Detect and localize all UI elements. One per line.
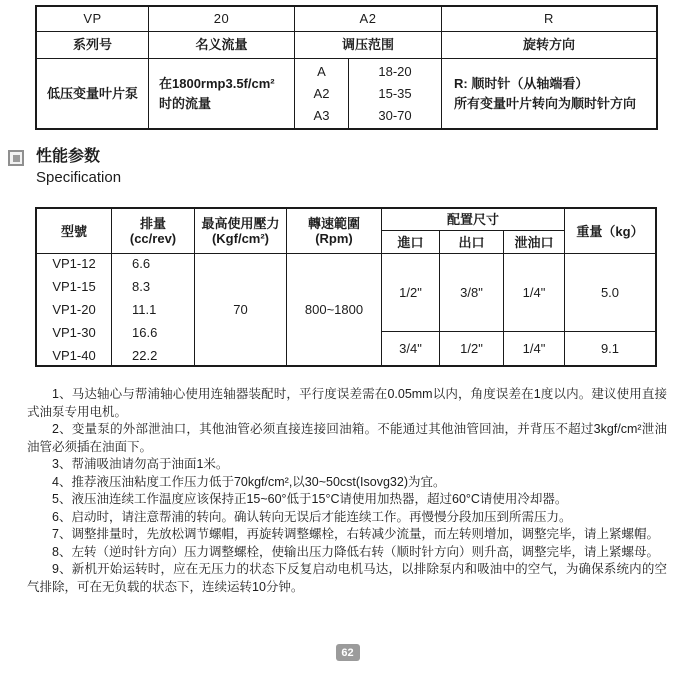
- section-heading: [8, 147, 121, 188]
- page-number-badge: 62: [336, 644, 360, 661]
- weight-group1: 5.0: [565, 254, 655, 332]
- model-name: VP1-12: [52, 256, 96, 271]
- header-model: 型號: [37, 209, 112, 254]
- pressure-code: A2: [313, 85, 330, 101]
- rotation-description: [442, 59, 656, 128]
- note-item: 3、帮浦吸油请勿高于油面1米。: [52, 457, 229, 471]
- drain-size-group2: 1/4": [504, 332, 565, 365]
- model-name: VP1-15: [52, 279, 96, 294]
- model-code-table: [35, 5, 658, 130]
- header-displacement-unit: (cc/rev): [129, 231, 177, 246]
- model-name: VP1-20: [52, 302, 96, 317]
- header-speed-range-zh: 轉速範圍: [307, 216, 360, 231]
- header-ports-group: 配置尺寸: [382, 209, 565, 231]
- header-drain: 泄油口: [504, 231, 565, 254]
- label-flow: 名义流量: [149, 32, 295, 59]
- header-weight: 重量（kg）: [565, 209, 655, 254]
- pressure-options-cell: [295, 59, 442, 128]
- pressure-range: 15-35: [378, 85, 412, 101]
- header-outlet: 出口: [440, 231, 504, 254]
- note-item: 5、液压油连续工作温度应该保持正15~60°低于15°C请使用加热器，超过60°C请使用冷却器。: [52, 492, 568, 506]
- weight-group2: 9.1: [600, 341, 620, 356]
- series-description: 低压变量叶片泵: [37, 59, 149, 128]
- specification-table: [35, 207, 657, 367]
- header-speed-range: [287, 209, 382, 254]
- header-displacement: [112, 209, 195, 254]
- code-pressure-range: A2: [295, 7, 442, 32]
- displacement-value: 11.1: [132, 302, 157, 317]
- note-item: 8、左转（逆时针方向）压力调整螺栓，使输出压力降低右转（顺时针方向）则升高，调整完毕，请上紧螺母。: [52, 544, 659, 559]
- note-item: 7、调整排量时，先放松调节螺帽，再旋转调整螺栓，右转减少流量，而左转则增加，调整完毕，请上紧螺帽。: [52, 527, 659, 541]
- note-item: 6、启动时，请注意帮浦的转向。确认转向无误后才能连续工作。再慢慢分段加压到所需压力。: [52, 509, 572, 524]
- pressure-code: A3: [313, 107, 330, 123]
- inlet-size-group1: 1/2": [382, 254, 440, 332]
- code-flow: 20: [149, 7, 295, 32]
- pressure-range: 18-20: [378, 63, 412, 79]
- pressure-option-ranges: [349, 59, 441, 128]
- note-item: 2、变量泵的外部泄油口，其他油管必须直接连接回油箱。不能通过其他油管回油，并背压不超过3kgf/cm²泄油油管必须插在油面下。: [27, 422, 667, 454]
- pressure-range: 30-70: [378, 107, 412, 123]
- header-max-pressure-unit: (Kgf/cm²): [211, 231, 270, 246]
- rotation-line-1: R: 顺时针（从轴端看）: [454, 75, 589, 91]
- displacement-value: 16.6: [132, 325, 158, 340]
- pressure-code: A: [317, 63, 326, 79]
- label-pressure-range: 调压范围: [295, 32, 442, 59]
- note-item: 1、马达轴心与帮浦轴心使用连轴器装配时，平行度误差需在0.05mm以内，角度误差在1度以内。建议使用直接式油泵专用电机。: [27, 387, 667, 419]
- rotation-line-2: 所有变量叶片转向为顺时针方向: [454, 95, 637, 111]
- displacement-list: [112, 254, 195, 365]
- header-max-pressure-zh: 最高使用壓力: [201, 216, 280, 231]
- label-rotation: 旋转方向: [442, 32, 656, 59]
- note-item: 4、推荐液压油粘度工作压力低于70kgf/cm²,以30~50cst(Isovg32)为宜。: [52, 474, 446, 489]
- outlet-size-group1: 3/8": [440, 254, 504, 332]
- section-title-zh: 性能参数: [36, 148, 101, 165]
- model-name: VP1-30: [52, 325, 96, 340]
- code-rotation: R: [442, 7, 656, 32]
- code-series: VP: [37, 7, 149, 32]
- square-bullet-inner: [13, 155, 20, 162]
- header-speed-range-unit: (Rpm): [315, 231, 353, 246]
- usage-notes: [27, 386, 667, 596]
- displacement-value: 22.2: [132, 348, 158, 363]
- model-list: [37, 254, 112, 365]
- outlet-size-group2: 1/2": [440, 332, 504, 365]
- max-pressure-value: 70: [195, 254, 287, 365]
- note-item: 9、新机开始运转时，应在无压力的状态下反复启动电机马达，以排除泵内和吸油中的空气，为确保系统内的空气排除，可在无负载的状态下，连续运转10分钟。: [27, 562, 667, 594]
- displacement-value: 8.3: [132, 279, 151, 294]
- header-displacement-zh: 排量: [139, 216, 166, 231]
- pressure-option-codes: [295, 59, 349, 128]
- displacement-value: 6.6: [132, 256, 151, 271]
- drain-size-group1: 1/4": [504, 254, 565, 332]
- flow-description: 在1800rmp3.5f/cm²时的流量: [149, 59, 295, 128]
- section-titles: [36, 147, 121, 188]
- header-max-pressure: [195, 209, 287, 254]
- section-title-en: Specification: [36, 169, 122, 186]
- model-name: VP1-40: [52, 348, 96, 363]
- square-bullet-icon: [8, 150, 24, 166]
- label-series: 系列号: [37, 32, 149, 59]
- inlet-size-group2: 3/4": [382, 332, 440, 365]
- header-inlet: 進口: [382, 231, 440, 254]
- speed-range-value: 800~1800: [287, 254, 382, 365]
